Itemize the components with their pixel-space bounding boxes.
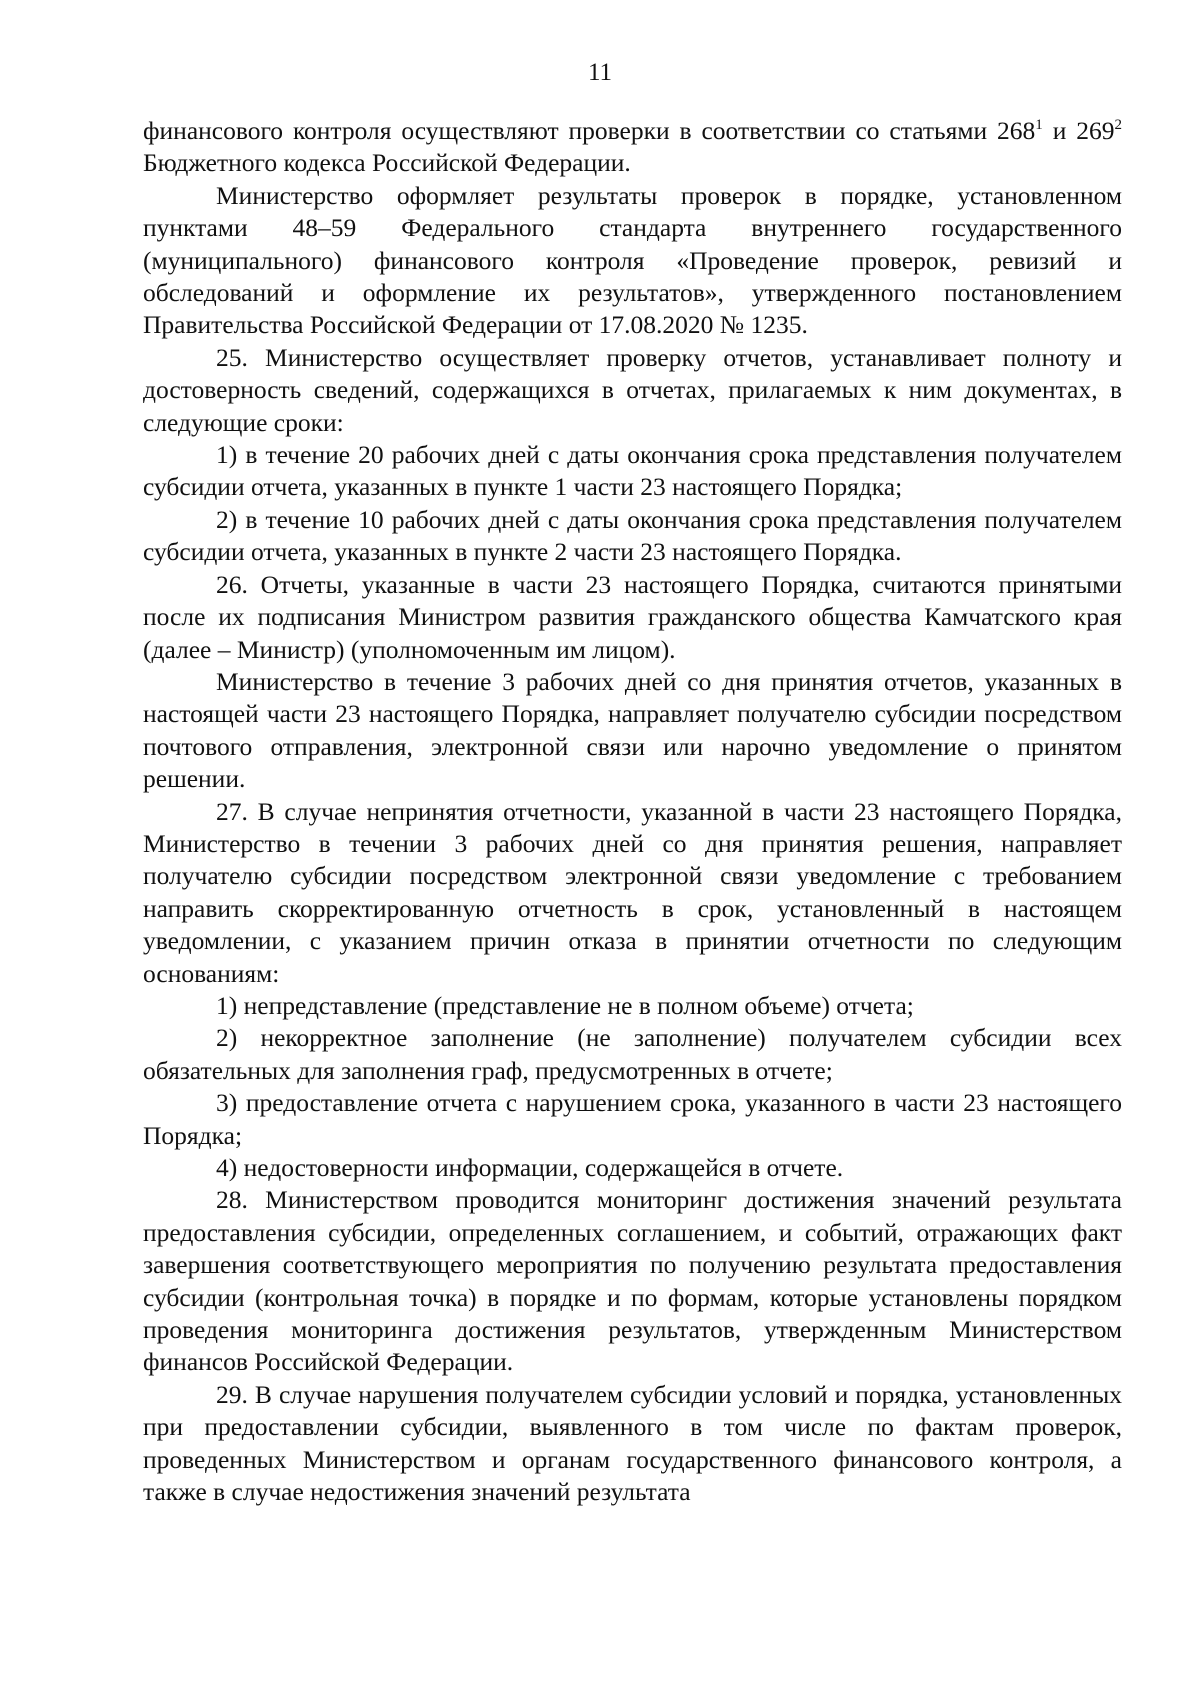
paragraph-inspection-results: Министерство оформляет результаты проверок в порядке, установленном пунктами 48–59 Федерального стандарта внутреннего государственного (муниципального) финансового контроля «Проведение проверок, ревизий и обследований и оформление их результатов», утвержденного постановлением Правительства Российской Федерации от 17.08.2020 № 1235.: [143, 180, 1122, 340]
superscript-2: 2: [1114, 117, 1122, 133]
paragraph-text: и 269: [1042, 116, 1115, 145]
superscript-1: 1: [1035, 117, 1043, 133]
paragraph-27-item-1: 1) непредставление (представление не в полном объеме) отчета;: [216, 990, 914, 1020]
paragraph-continuation: [143, 115, 1122, 180]
paragraph-28: 28. Министерством проводится мониторинг достижения значений результата предоставления субсидии, определенных соглашением, и событий, отражающих факт завершения соответствующего мероприятия по получению результата предоставления субсидии (контрольная точка) в порядке и по формам, которые установлены порядком проведения мониторинга достижения результатов, утвержденным Министерством финансов Российской Федерации.: [143, 1185, 1122, 1377]
paragraph-25-item-2: 2) в течение 10 рабочих дней с даты окончания срока представления получателем субсидии отчета, указанных в пункте 2 части 23 настоящего Порядка.: [143, 504, 1122, 567]
paragraph-27-item-4: 4) недостоверности информации, содержащейся в отчете.: [216, 1153, 844, 1182]
document-body: [143, 115, 1122, 1508]
paragraph-text: финансового контроля осуществляют проверки в соответствии со статьями 268: [143, 116, 1036, 145]
paragraph-27-item-3: 3) предоставление отчета с нарушением срока, указанного в части 23 настоящего Порядка;: [143, 1088, 1122, 1150]
paragraph-25: 25. Министерство осуществляет проверку отчетов, устанавливает полноту и достоверность сведений, содержащихся в отчетах, прилагаемых к ним документах, в следующие сроки:: [143, 342, 1122, 437]
paragraph-text: Бюджетного кодекса Российской Федерации.: [143, 148, 631, 178]
paragraph-25-item-1: 1) в течение 20 рабочих дней с даты окончания срока представления получателем субсидии отчета, указанных в пункте 1 части 23 настоящего Порядка;: [143, 440, 1122, 502]
paragraph-29: 29. В случае нарушения получателем субсидии условий и порядка, установленных при предоставлении субсидии, выявленного в том числе по фактам проверок, проведенных Министерством и органам государственного финансового контроля, а также в случае недостижения значений результата: [143, 1379, 1122, 1507]
paragraph-27: 27. В случае непринятия отчетности, указанной в части 23 настоящего Порядка, Министерство в течении 3 рабочих дней со дня принятия решения, направляет получателю субсидии посредством электронной связи уведомление с требованием направить скорректированную отчетность в срок, установленный в настоящем уведомлении, с указанием причин отказа в принятии отчетности по следующим основаниям:: [143, 796, 1122, 988]
paragraph-26: 26. Отчеты, указанные в части 23 настоящего Порядка, считаются принятыми после их подписания Министром развития гражданского общества Камчатского края (далее – Министр) (уполномоченным им лицом).: [143, 569, 1122, 664]
page-number: 11: [587, 59, 613, 86]
paragraph-27-item-2: 2) некорректное заполнение (не заполнение) получателем субсидии всех обязательных для заполнения граф, предусмотренных в отчете;: [143, 1023, 1122, 1085]
paragraph-26-notice: Министерство в течение 3 рабочих дней со дня принятия отчетов, указанных в настоящей части 23 настоящего Порядка, направляет получателю субсидии посредством почтового отправления, электронной связи или нарочно уведомление о принятом решении.: [143, 666, 1122, 794]
